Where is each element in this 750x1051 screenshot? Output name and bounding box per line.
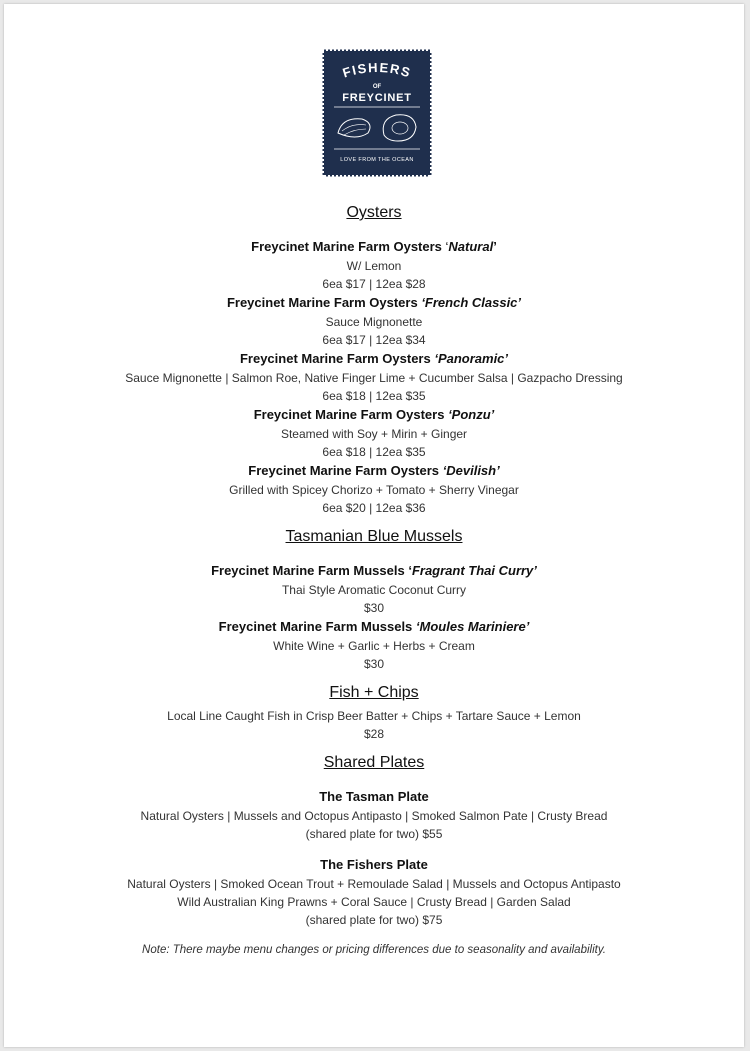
item-name: Freycinet Marine Farm Mussels ‘Fragrant Thai Curry’ [211,563,537,578]
section-title-mussels: Tasmanian Blue Mussels [285,528,463,545]
item-description: W/ Lemon [346,259,402,273]
item-name-tasman-plate: The Tasman Plate [319,789,429,804]
item-price: $30 [363,657,385,671]
menu-content [4,201,744,959]
item-description: Natural Oysters | Smoked Ocean Trout + Remoulade Salad | Mussels and Octopus Antipasto [127,877,621,891]
item-description: Thai Style Aromatic Coconut Curry [281,583,467,597]
item-description: Sauce Mignonette [325,315,423,329]
item-price: (shared plate for two) $75 [305,913,443,927]
item-description: Sauce Mignonette | Salmon Roe, Native Finger Lime + Cucumber Salsa | Gazpacho Dressing [125,371,623,385]
section-title-shared-plates: Shared Plates [323,754,425,771]
svg-text:LOVE FROM THE OCEAN: LOVE FROM THE OCEAN [340,157,414,163]
svg-text:OF: OF [372,84,382,90]
item-price: $30 [363,601,385,615]
item-description: Grilled with Spicey Chorizo + Tomato + Sherry Vinegar [229,483,519,497]
item-description: Wild Australian King Prawns + Coral Sauce | Crusty Bread | Garden Salad [177,895,571,909]
svg-text:FREYCINET: FREYCINET [342,92,412,104]
section-title-oysters: Oysters [346,204,402,221]
item-price: 6ea $18 | 12ea $35 [322,445,426,459]
item-name: Freycinet Marine Farm Oysters ‘Ponzu’ [253,407,495,422]
item-name: Freycinet Marine Farm Oysters ‘Devilish’ [248,463,500,478]
item-name: Freycinet Marine Farm Mussels ‘Moules Mariniere’ [218,619,530,634]
item-price: 6ea $20 | 12ea $36 [322,501,426,515]
item-description: White Wine + Garlic + Herbs + Cream [273,639,475,653]
menu-page [4,4,744,1047]
svg-text:FISHERS: FISHERS [340,59,414,81]
item-description: Local Line Caught Fish in Crisp Beer Batter + Chips + Tartare Sauce + Lemon [167,709,581,723]
item-name: Freycinet Marine Farm Oysters ‘Natural’ [251,239,497,254]
item-price: 6ea $17 | 12ea $28 [322,277,426,291]
item-price: $28 [363,727,385,741]
item-price: 6ea $18 | 12ea $35 [322,389,426,403]
item-name-fishers-plate: The Fishers Plate [320,857,428,872]
menu-note: Note: There maybe menu changes or pricing differences due to seasonality and availability. [142,944,606,956]
item-description: Natural Oysters | Mussels and Octopus Antipasto | Smoked Salmon Pate | Crusty Bread [140,809,608,823]
item-name: Freycinet Marine Farm Oysters ‘Panoramic’ [239,351,509,366]
section-title-fish-chips: Fish + Chips [329,684,419,701]
item-price: (shared plate for two) $55 [305,827,443,841]
item-name: Freycinet Marine Farm Oysters ‘French Classic’ [226,295,522,310]
item-description: Steamed with Soy + Mirin + Ginger [280,427,468,441]
item-price: 6ea $17 | 12ea $34 [322,333,426,347]
fishers-of-freycinet-logo [322,49,432,177]
